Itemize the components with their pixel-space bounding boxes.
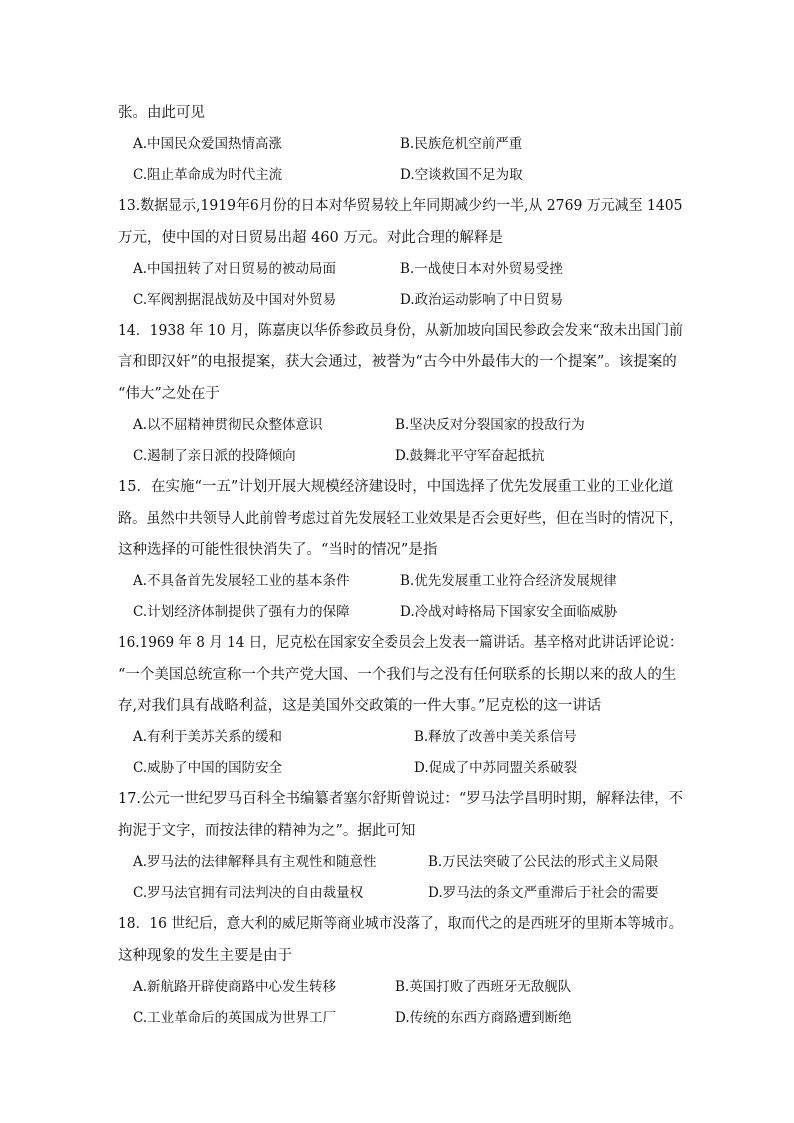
question-16-option-d: D.促成了中苏同盟关系破裂 [414, 760, 578, 776]
question-12-option-c: C.阻止革命成为时代主流 [133, 167, 283, 183]
question-18-option-b: B.英国打败了西班牙无敌舰队 [395, 979, 572, 995]
question-14-stem-line-2: 言和即汉奸”的电报提案，获大会通过，被誉为“古今中外最伟大的一个提案”。该提案的 [118, 354, 677, 370]
question-15-stem-line-2: 路。虽然中共领导人此前曾考虑过首先发展轻工业效果是否会更好些，但在当时的情况下， [118, 511, 683, 527]
question-18-option-a: A.新航路开辟使商路中心发生转移 [133, 979, 337, 995]
question-18-option-c: C.工业革命后的英国成为世界工厂 [133, 1010, 337, 1026]
question-13-option-c: C.军阀割据混战妨及中国对外贸易 [133, 292, 337, 308]
question-14-option-d: D.鼓舞北平守军奋起抵抗 [395, 448, 545, 464]
question-12-option-a: A.中国民众爱国热情高涨 [133, 136, 283, 152]
question-13-option-a: A.中国扭转了对日贸易的被动局面 [133, 261, 337, 277]
question-13-option-b: B.一战使日本对外贸易受挫 [400, 261, 563, 277]
question-15-stem-line-3: 这种选择的可能性很快消失了。“当时的情况”是指 [118, 542, 438, 558]
question-14-option-b: B.坚决反对分裂国家的投敌行为 [395, 417, 585, 433]
question-17-option-b: B.万民法突破了公民法的形式主义局限 [428, 854, 659, 870]
question-12-stem-tail: 张。由此可见 [118, 105, 205, 121]
question-18-option-d: D.传统的东西方商路遭到断绝 [395, 1010, 572, 1026]
question-17-option-a: A.罗马法的法律解释具有主观性和随意性 [133, 854, 377, 870]
question-17-stem-line-2: 拘泥于文字，而按法律的精神为之”。据此可知 [118, 823, 416, 839]
question-18-stem-line-2: 这种现象的发生主要是由于 [118, 948, 292, 964]
question-18-stem-line-1: 18．16 世纪后，意大利的威尼斯等商业城市没落了，取而代之的是西班牙的里斯本等城市。 [118, 916, 683, 932]
question-16-option-c: C.威胁了中国的国防安全 [133, 760, 283, 776]
question-15-option-a: A.不具备首先发展轻工业的基本条件 [133, 573, 350, 589]
question-14-option-c: C.遏制了亲日派的投降倾向 [133, 448, 296, 464]
question-13-stem-line-1: 13.数据显示,1919年6月份的日本对华贸易较上年同期减少约一半,从 2769 万元减至 1405 [118, 198, 683, 214]
question-17-option-c: C.罗马法官拥有司法判决的自由裁量权 [133, 885, 364, 901]
question-16-stem-line-2: “一个美国总统宣称一个共产党大国、一个我们与之没有任何联系的长期以来的敌人的生 [118, 667, 677, 683]
question-16-option-b: B.释放了改善中美关系信号 [414, 729, 577, 745]
question-15-option-b: B.优先发展重工业符合经济发展规律 [400, 573, 617, 589]
question-13-stem-line-2: 万元，使中国的对日贸易出超 460 万元。对此合理的解释是 [118, 230, 503, 246]
question-12-option-b: B.民族危机空前严重 [400, 136, 523, 152]
question-15-option-d: D.冷战对峙格局下国家安全面临威胁 [400, 604, 618, 620]
question-15-option-c: C.计划经济体制提供了强有力的保障 [133, 604, 350, 620]
question-16-option-a: A.有利于美苏关系的缓和 [133, 729, 283, 745]
question-16-stem-line-1: 16.1969 年 8 月 14 日，尼克松在国家安全委员会上发表一篇讲话。基辛格对此讲话评论说： [118, 635, 683, 651]
question-13-option-d: D.政治运动影响了中日贸易 [400, 292, 564, 308]
question-15-stem-line-1: 15．在实施“一五”计划开展大规模经济建设时，中国选择了优先发展重工业的工业化道 [118, 479, 674, 495]
question-14-option-a: A.以不屈精神贯彻民众整体意识 [133, 417, 323, 433]
question-17-option-d: D.罗马法的条文严重滞后于社会的需要 [428, 885, 659, 901]
question-14-stem-line-3: “伟大”之处在于 [118, 386, 220, 402]
question-14-stem-line-1: 14．1938 年 10 月，陈嘉庚以华侨参政员身份，从新加坡向国民参政会发来“敌未出国门前 [118, 323, 684, 339]
question-17-stem-line-1: 17.公元一世纪罗马百科全书编纂者塞尔舒斯曾说过：“罗马法学昌明时期，解释法律，不 [118, 791, 683, 807]
question-12-option-d: D.空谈救国不足为取 [400, 167, 523, 183]
question-16-stem-line-3: 存,对我们具有战略利益，这是美国外交政策的一件大事。”尼克松的这一讲话 [118, 698, 602, 714]
